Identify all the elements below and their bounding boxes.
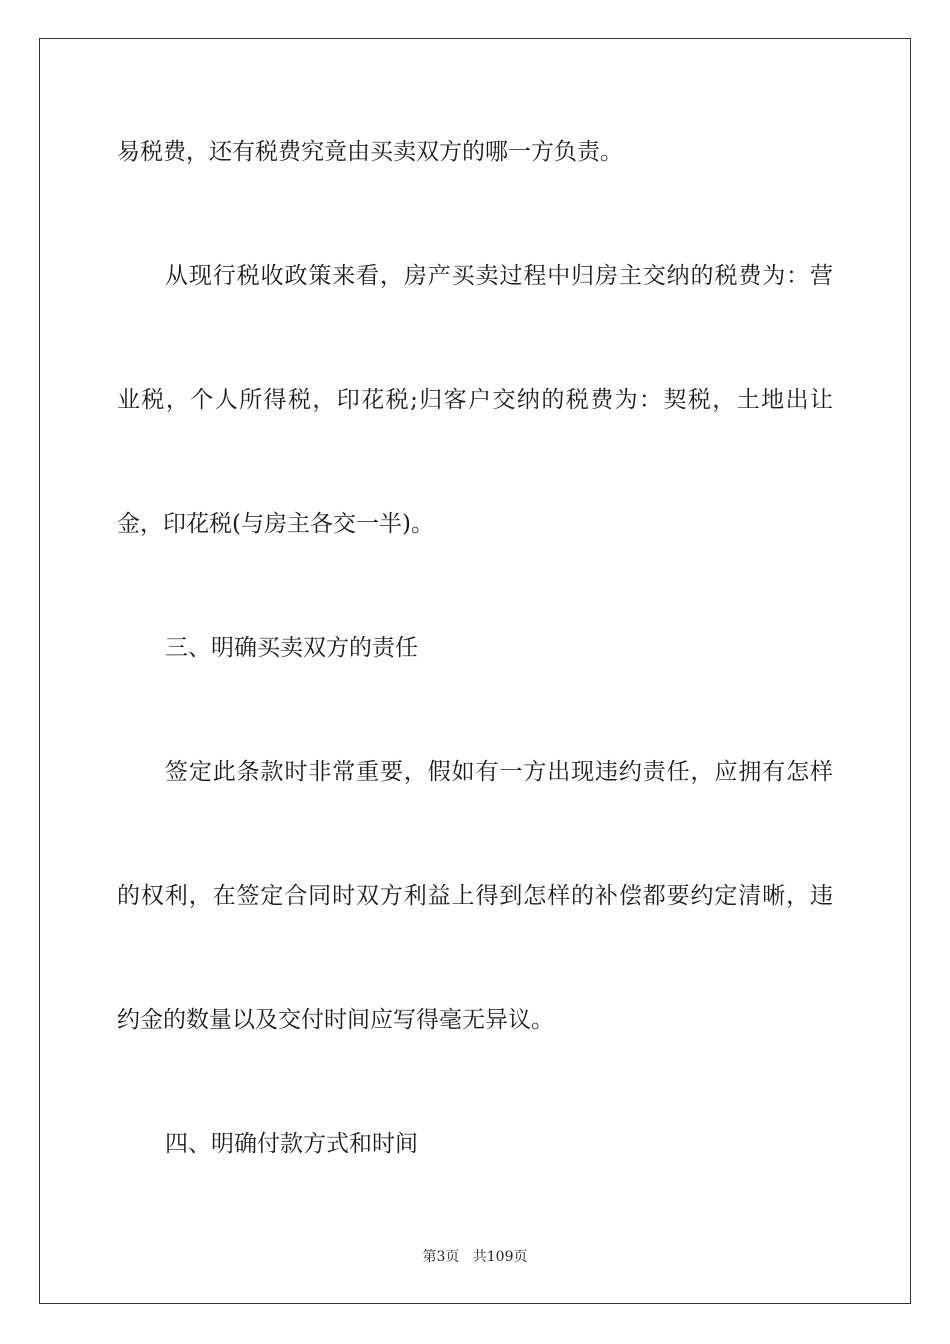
body-text-line: 从现行税收政策来看，房产买卖过程中归房主交纳的税费为：营	[165, 263, 833, 289]
body-text-line: 金，印花税(与房主各交一半)。	[117, 511, 434, 537]
body-text-line: 业税，个人所得税，印花税;归客户交纳的税费为：契税，土地出让	[117, 387, 833, 413]
body-text-line: 约金的数量以及交付时间应写得毫无异议。	[117, 1007, 554, 1033]
body-text-line: 易税费，还有税费究竟由买卖双方的哪一方负责。	[117, 139, 623, 165]
page-number: 第3页	[422, 1249, 460, 1265]
section-heading: 四、明确付款方式和时间	[165, 1131, 418, 1157]
page-footer	[0, 1248, 950, 1266]
page-border	[39, 38, 911, 1304]
body-text-line: 签定此条款时非常重要，假如有一方出现违约责任，应拥有怎样	[165, 759, 833, 785]
body-text-line: 的权利，在签定合同时双方利益上得到怎样的补偿都要约定清晰，违	[117, 883, 833, 909]
section-heading: 三、明确买卖双方的责任	[165, 635, 418, 661]
total-pages: 共109页	[472, 1249, 528, 1265]
